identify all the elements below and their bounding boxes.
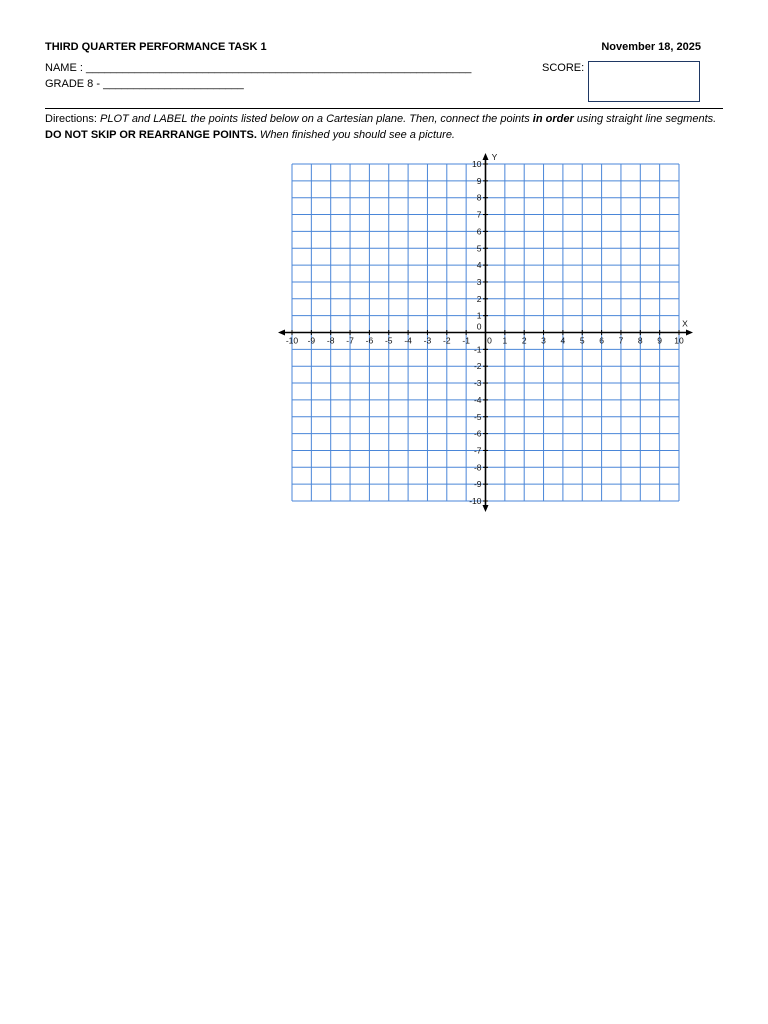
y-tick-label: 0: [476, 321, 482, 332]
y-tick-label: -4: [473, 394, 482, 405]
directions-part2: using straight line segments.: [573, 113, 717, 125]
y-axis-label: Y: [491, 152, 498, 162]
y-tick-label: 1: [476, 310, 482, 321]
x-tick-label: -9: [307, 335, 316, 346]
y-tick-label: -6: [473, 428, 482, 439]
x-tick-label: 7: [618, 335, 624, 346]
y-axis-up-arrow-icon: [483, 153, 489, 160]
x-tick-label: 2: [521, 335, 527, 346]
x-tick-label: 3: [541, 335, 546, 346]
name-label: NAME :: [45, 62, 86, 74]
y-tick-label: -1: [473, 344, 482, 355]
x-tick-label: -4: [404, 335, 412, 346]
y-axis-down-arrow-icon: [483, 505, 489, 512]
grade-section-field[interactable]: _______________________: [103, 78, 244, 90]
y-tick-label: 6: [476, 226, 482, 237]
x-tick-label: -6: [365, 335, 374, 346]
y-tick-label: -9: [473, 479, 482, 490]
x-axis-left-arrow-icon: [278, 330, 285, 336]
directions-in-order: in order: [532, 113, 574, 125]
y-tick-label: 3: [476, 276, 482, 287]
score-label: SCORE:: [542, 62, 585, 74]
directions-part1: PLOT and LABEL the points listed below on a Cartesian plane. Then, connect the points: [100, 113, 533, 125]
directions: [45, 111, 725, 143]
y-tick-label: 4: [476, 260, 482, 271]
score-box[interactable]: [588, 61, 700, 102]
y-tick-label: 10: [472, 159, 482, 169]
x-tick-label: -1: [462, 335, 470, 346]
name-field[interactable]: _______________________________________________________________: [85, 62, 472, 74]
y-tick-label: 7: [476, 209, 482, 220]
x-tick-label: -3: [423, 335, 432, 346]
y-tick-label: 5: [476, 243, 482, 254]
worksheet-date: November 18, 2025: [601, 41, 701, 53]
y-tick-label: -5: [473, 411, 482, 422]
x-tick-label: -8: [326, 335, 335, 346]
worksheet-title: THIRD QUARTER PERFORMANCE TASK 1: [45, 41, 267, 53]
y-tick-label: 8: [476, 192, 482, 203]
x-tick-label: 10: [674, 335, 684, 346]
x-tick-label: 5: [579, 335, 585, 346]
grade-label: GRADE 8 -: [45, 78, 104, 90]
x-tick-label: 9: [657, 335, 663, 346]
x-axis-right-arrow-icon: [686, 330, 693, 336]
cartesian-plane-svg[interactable]: [262, 148, 712, 518]
y-tick-label: -10: [469, 496, 482, 506]
x-tick-label: -10: [285, 335, 299, 346]
cartesian-plane[interactable]: [262, 148, 712, 518]
x-axis-label: X: [682, 318, 688, 329]
x-tick-label: 6: [599, 335, 604, 346]
y-tick-label: -2: [473, 361, 482, 372]
directions-lead: Directions:: [45, 113, 101, 125]
header-divider: [45, 108, 723, 109]
directions-part3: When finished you should see a picture.: [256, 129, 455, 141]
x-tick-label: -2: [443, 335, 451, 346]
x-tick-label: 4: [560, 335, 566, 346]
x-tick-label: 8: [637, 335, 643, 346]
y-tick-label: -3: [473, 378, 482, 389]
x-tick-label: -7: [346, 335, 354, 346]
y-tick-label: -7: [473, 445, 482, 456]
y-tick-label: 9: [476, 175, 482, 186]
y-tick-label: -8: [473, 462, 482, 473]
x-tick-label: 1: [502, 335, 508, 346]
x-tick-label: -5: [384, 335, 393, 346]
directions-no-skip: DO NOT SKIP OR REARRANGE POINTS.: [45, 129, 257, 141]
x-tick-label: 0: [487, 335, 492, 346]
y-tick-label: 2: [476, 293, 482, 304]
grade-row: [45, 78, 244, 90]
name-row: [45, 62, 471, 74]
